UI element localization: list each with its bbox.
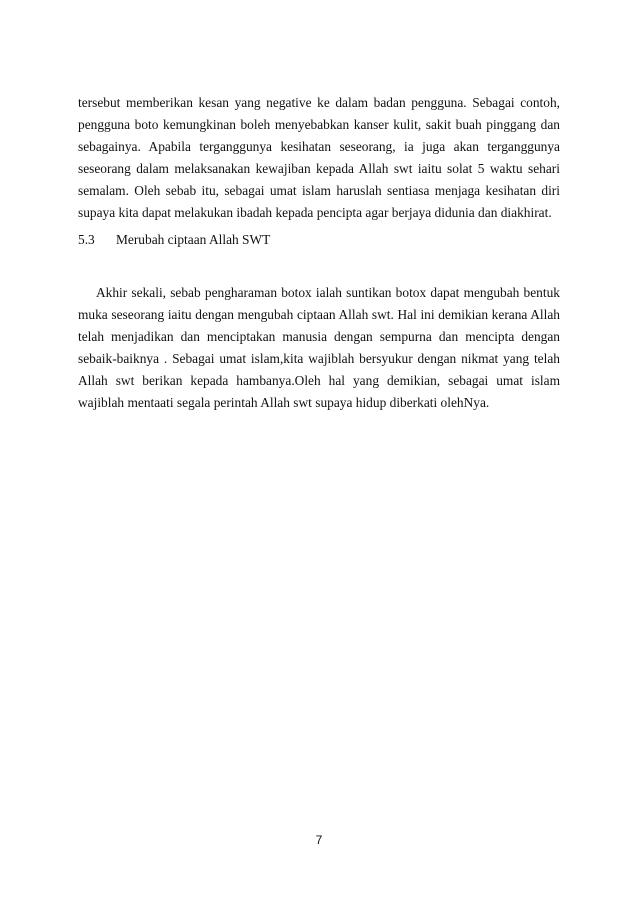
body-paragraph-1: tersebut memberikan kesan yang negative ke dalam badan pengguna. Sebagai contoh, pengguna boto kemungkinan boleh menyebabkan kanser kulit, sakit buah pinggang dan sebagainya. Apabila terganggunya kesihatan seseorang, ia juga akan terganggunya seseorang dalam melaksanakan kewajiban kepada Allah swt iaitu solat 5 waktu sehari semalam. Oleh sebab itu, sebagai umat islam haruslah sentiasa menjaga kesihatan diri supaya kita dapat melakukan ibadah kepada pencipta agar berjaya didunia dan diakhirat.	[78, 95, 560, 220]
page-number: 7	[315, 833, 323, 847]
section-title: Merubah ciptaan Allah SWT	[116, 232, 271, 247]
body-paragraph-2: Akhir sekali, sebab pengharaman botox ialah suntikan botox dapat mengubah bentuk muka seseorang iaitu dengan mengubah ciptaan Allah swt. Hal ini demikian kerana Allah telah menjadikan dan menciptakan manusia dengan sempurna dan mencipta dengan sebaik-baiknya . Sebagai umat islam,kita wajiblah bersyukur dengan nikmat yang telah Allah swt berikan kepada hambanya.Oleh hal yang demikian, sebagai umat islam wajiblah mentaati segala perintah Allah swt supaya hidup diberkati olehNya.	[78, 285, 560, 410]
section-heading	[78, 231, 270, 249]
section-number: 5.3	[78, 232, 95, 247]
